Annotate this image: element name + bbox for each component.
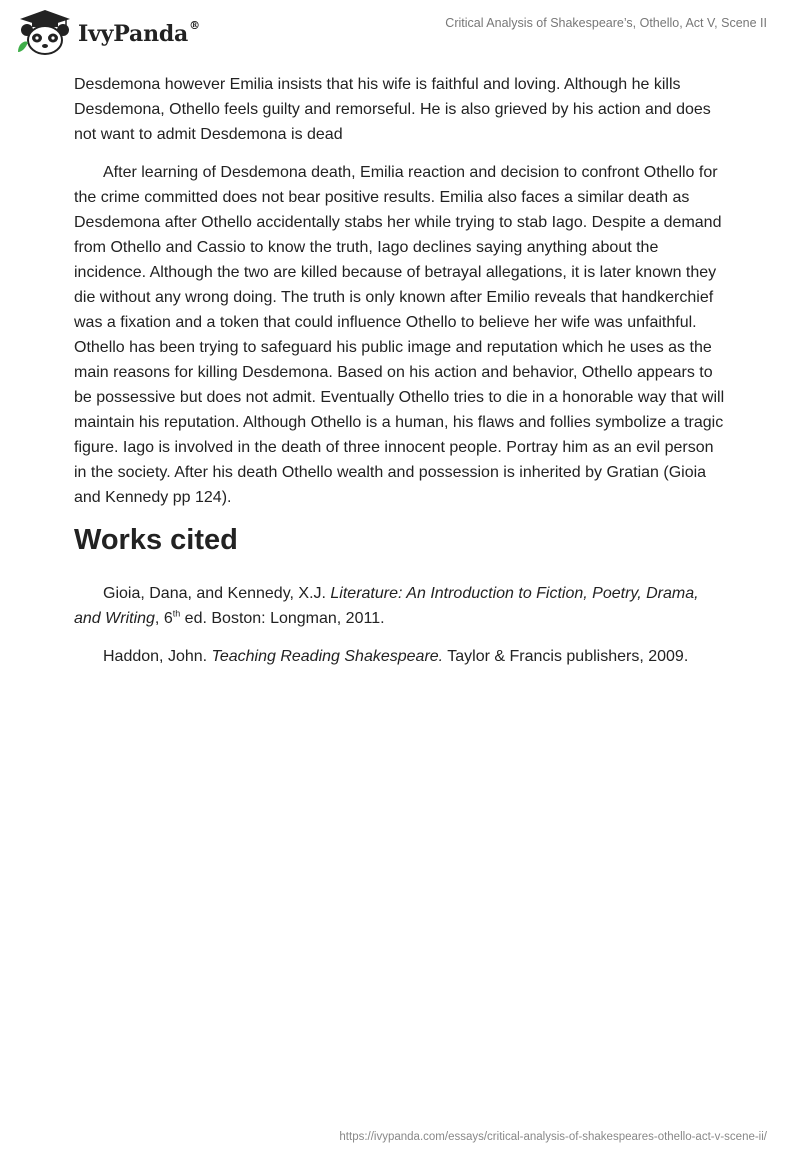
ivypanda-logo[interactable] [14,8,200,56]
essay-content [74,72,726,682]
panda-graduate-icon [14,8,76,56]
page-header [0,0,800,64]
source-url-link[interactable]: https://ivypanda.com/essays/critical-analysis-of-shakespeares-othello-act-v-scene-ii/ [339,1131,767,1143]
paragraph-2: After learning of Desdemona death, Emilia reaction and decision to confront Othello for the crime committed does not bear positive results. Emilia also faces a similar death as Desdemona after Othello accidentally stabs her while trying to stab Iago. Despite a demand from Othello and Cassio to know the truth, Iago declines saying anything about the incidence. Although the two are killed because of betrayal allegations, it is later known they die without any wrong doing. The truth is only known after Emilio reveals that handkerchief was a fixation and a token that could influence Othello to believe her wife was unfaithful. Othello has been trying to safeguard his public image and reputation which he uses as the main reasons for killing Desdemona. Based on his action and behavior, Othello appears to be possessive but does not admit. Eventually Othello tries to die in a honorable way that will maintain his reputation. Although Othello is a human, his flaws and follies symbolize a tragic figure. Iago is involved in the death of three innocent people. Portray him as an evil person in the society. After his death Othello wealth and possession is inherited by Gratian (Gioia and Kennedy pp 124). [74,164,725,506]
paragraph-1: Desdemona however Emilia insists that his wife is faithful and loving. Although he kills Desdemona, Othello feels guilty and remorseful. He is also grieved by his action and does not want to admit Desdemona is dead [74,76,711,143]
logo-text: IvyPanda® [78,18,200,47]
document-title: Critical Analysis of Shakespeare’s, Othello, Act V, Scene II [445,16,767,30]
citation-haddon: Haddon, John. Teaching Reading Shakespeare. Taylor & Francis publishers, 2009. [103,648,689,665]
citation-gioia-kennedy: Gioia, Dana, and Kennedy, X.J. Literature: An Introduction to Fiction, Poetry, Drama, and Writing, 6th ed. Boston: Longman, 2011. [74,585,699,627]
works-cited-heading: Works cited [74,524,238,556]
